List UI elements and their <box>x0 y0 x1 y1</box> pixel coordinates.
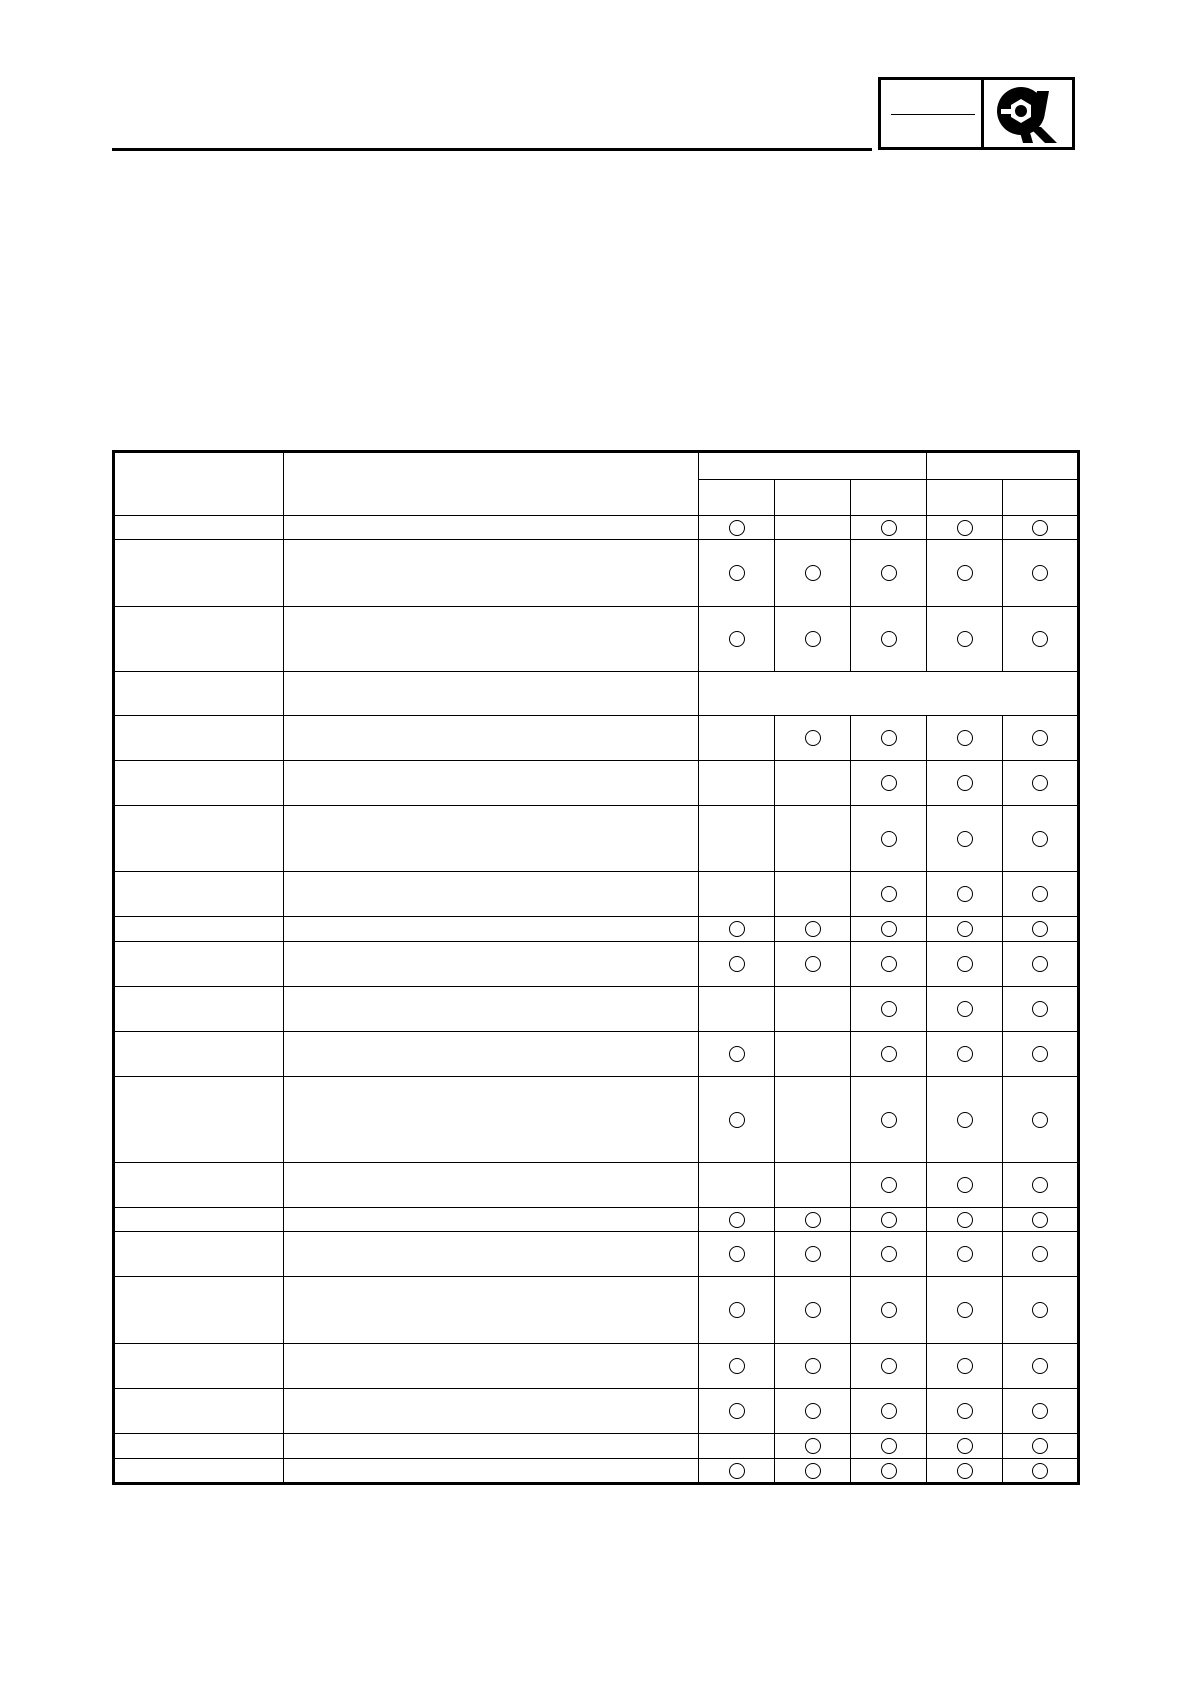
circle-mark-icon <box>805 956 821 972</box>
check-cell <box>284 1434 699 1459</box>
interval-cell <box>775 1077 851 1163</box>
table-row <box>114 1208 1079 1232</box>
interval-cell <box>927 806 1003 872</box>
interval-cell <box>851 1389 927 1434</box>
circle-mark-icon <box>1032 730 1048 746</box>
circle-mark-icon <box>957 631 973 647</box>
circle-mark-icon <box>1032 1112 1048 1128</box>
interval-cell <box>1003 761 1079 806</box>
schedule-body <box>114 516 1079 1484</box>
table-row <box>114 761 1079 806</box>
interval-cell <box>699 761 775 806</box>
item-cell <box>114 872 284 917</box>
interval-cell <box>775 1232 851 1277</box>
table-row <box>114 942 1079 987</box>
circle-mark-icon <box>805 1403 821 1419</box>
table-row <box>114 872 1079 917</box>
check-cell <box>284 607 699 672</box>
table-row <box>114 540 1079 607</box>
interval-cell <box>851 607 927 672</box>
interval-cell <box>699 1434 775 1459</box>
check-cell <box>284 1277 699 1344</box>
interval-cell <box>775 716 851 761</box>
interval-cell <box>699 1032 775 1077</box>
circle-mark-icon <box>1032 520 1048 536</box>
interval-cell <box>927 1344 1003 1389</box>
interval-cell <box>1003 516 1079 540</box>
check-cell <box>284 1163 699 1208</box>
interval-cell <box>1003 872 1079 917</box>
circle-mark-icon <box>957 956 973 972</box>
interval-cell <box>927 1232 1003 1277</box>
circle-mark-icon <box>957 1046 973 1062</box>
circle-mark-icon <box>881 921 897 937</box>
interval-cell <box>699 1163 775 1208</box>
interval-cell <box>775 917 851 942</box>
interval-cell <box>851 716 927 761</box>
interval-cell <box>1003 1434 1079 1459</box>
circle-mark-icon <box>881 1403 897 1419</box>
circle-mark-icon <box>729 1463 745 1479</box>
table-row <box>114 607 1079 672</box>
interval-cell <box>775 1434 851 1459</box>
interval-cell <box>851 987 927 1032</box>
interval-cell <box>699 987 775 1032</box>
interval-cell <box>699 1208 775 1232</box>
circle-mark-icon <box>805 631 821 647</box>
table-row <box>114 1434 1079 1459</box>
interval-cell <box>851 917 927 942</box>
header-group-right <box>927 452 1079 480</box>
circle-mark-icon <box>1032 1246 1048 1262</box>
interval-cell <box>927 917 1003 942</box>
circle-mark-icon <box>957 1463 973 1479</box>
item-cell <box>114 607 284 672</box>
item-cell <box>114 1389 284 1434</box>
interval-cell <box>699 716 775 761</box>
circle-mark-icon <box>957 1001 973 1017</box>
interval-cell <box>699 607 775 672</box>
interval-cell <box>927 1459 1003 1484</box>
table-row <box>114 1277 1079 1344</box>
circle-mark-icon <box>881 831 897 847</box>
item-cell <box>114 540 284 607</box>
check-cell <box>284 987 699 1032</box>
circle-mark-icon <box>957 1358 973 1374</box>
interval-cell <box>851 872 927 917</box>
header-row-top <box>114 452 1079 480</box>
circle-mark-icon <box>881 1246 897 1262</box>
circle-mark-icon <box>1032 775 1048 791</box>
header-sub-2 <box>775 480 851 516</box>
item-cell <box>114 1277 284 1344</box>
circle-mark-icon <box>881 1302 897 1318</box>
item-cell <box>114 1434 284 1459</box>
interval-cell <box>775 1032 851 1077</box>
circle-mark-icon <box>1032 1358 1048 1374</box>
circle-mark-icon <box>881 520 897 536</box>
interval-cell <box>1003 987 1079 1032</box>
item-cell <box>114 672 284 716</box>
circle-mark-icon <box>805 1358 821 1374</box>
circle-mark-icon <box>957 730 973 746</box>
interval-cell <box>699 1344 775 1389</box>
circle-mark-icon <box>1032 1177 1048 1193</box>
interval-cell <box>851 1208 927 1232</box>
circle-mark-icon <box>1032 565 1048 581</box>
interval-cell <box>699 1077 775 1163</box>
circle-mark-icon <box>1032 1302 1048 1318</box>
circle-mark-icon <box>729 921 745 937</box>
check-cell <box>284 1032 699 1077</box>
interval-cell <box>851 1077 927 1163</box>
interval-cell <box>775 1344 851 1389</box>
circle-mark-icon <box>729 956 745 972</box>
circle-mark-icon <box>729 1212 745 1228</box>
check-cell <box>284 806 699 872</box>
maintenance-schedule-table <box>112 450 1080 1485</box>
circle-mark-icon <box>881 565 897 581</box>
circle-mark-icon <box>957 1403 973 1419</box>
circle-mark-icon <box>805 1302 821 1318</box>
interval-cell <box>699 1459 775 1484</box>
circle-mark-icon <box>957 1212 973 1228</box>
circle-mark-icon <box>805 730 821 746</box>
table-row <box>114 672 1079 716</box>
interval-cell <box>927 872 1003 917</box>
item-cell <box>114 1208 284 1232</box>
interval-cell <box>699 872 775 917</box>
circle-mark-icon <box>881 1112 897 1128</box>
circle-mark-icon <box>957 1246 973 1262</box>
check-cell <box>284 672 699 716</box>
circle-mark-icon <box>1032 1438 1048 1454</box>
interval-cell <box>851 1032 927 1077</box>
item-cell <box>114 1344 284 1389</box>
circle-mark-icon <box>1032 831 1048 847</box>
interval-cell <box>927 942 1003 987</box>
circle-mark-icon <box>1032 1463 1048 1479</box>
circle-mark-icon <box>1032 921 1048 937</box>
interval-cell <box>1003 1032 1079 1077</box>
check-cell <box>284 1232 699 1277</box>
header-sub-1 <box>699 480 775 516</box>
interval-cell <box>851 1232 927 1277</box>
table-row <box>114 1032 1079 1077</box>
table-row <box>114 806 1079 872</box>
interval-cell <box>775 1277 851 1344</box>
circle-mark-icon <box>1032 886 1048 902</box>
interval-cell <box>775 516 851 540</box>
table-row <box>114 716 1079 761</box>
interval-cell <box>699 1232 775 1277</box>
item-cell <box>114 1459 284 1484</box>
circle-mark-icon <box>729 631 745 647</box>
circle-mark-icon <box>1032 1212 1048 1228</box>
circle-mark-icon <box>881 1438 897 1454</box>
badge-icon-box <box>984 80 1072 147</box>
interval-cell <box>1003 607 1079 672</box>
interval-cell <box>699 806 775 872</box>
interval-cell <box>927 761 1003 806</box>
interval-cell <box>927 1208 1003 1232</box>
circle-mark-icon <box>1032 631 1048 647</box>
circle-mark-icon <box>957 921 973 937</box>
circle-mark-icon <box>957 1438 973 1454</box>
interval-cell <box>1003 1344 1079 1389</box>
table-row <box>114 1389 1079 1434</box>
check-cell <box>284 761 699 806</box>
table-row <box>114 917 1079 942</box>
circle-mark-icon <box>881 1046 897 1062</box>
check-cell <box>284 1459 699 1484</box>
circle-mark-icon <box>881 631 897 647</box>
interval-cell <box>699 516 775 540</box>
interval-cell <box>1003 942 1079 987</box>
interval-cell <box>1003 1232 1079 1277</box>
interval-cell <box>775 1389 851 1434</box>
circle-mark-icon <box>957 520 973 536</box>
item-cell <box>114 761 284 806</box>
item-cell <box>114 987 284 1032</box>
interval-cell <box>927 1163 1003 1208</box>
check-cell <box>284 917 699 942</box>
table-row <box>114 1232 1079 1277</box>
interval-cell <box>775 942 851 987</box>
header-item <box>114 452 284 516</box>
interval-cell <box>699 540 775 607</box>
circle-mark-icon <box>957 831 973 847</box>
item-cell <box>114 516 284 540</box>
interval-cell <box>851 540 927 607</box>
circle-mark-icon <box>957 565 973 581</box>
item-cell <box>114 942 284 987</box>
interval-cell <box>1003 1277 1079 1344</box>
circle-mark-icon <box>729 565 745 581</box>
interval-cell <box>851 1434 927 1459</box>
interval-cell <box>775 761 851 806</box>
interval-cell <box>1003 716 1079 761</box>
circle-mark-icon <box>805 1212 821 1228</box>
check-cell <box>284 516 699 540</box>
interval-cell <box>927 1077 1003 1163</box>
interval-cell <box>927 607 1003 672</box>
header-rule <box>112 148 872 151</box>
header-checks <box>284 452 699 516</box>
circle-mark-icon <box>881 1463 897 1479</box>
circle-mark-icon <box>957 1177 973 1193</box>
interval-cell <box>927 716 1003 761</box>
interval-cell <box>775 1459 851 1484</box>
interval-cell <box>775 872 851 917</box>
interval-cell <box>699 917 775 942</box>
check-cell <box>284 540 699 607</box>
table-row <box>114 516 1079 540</box>
interval-cell <box>851 1344 927 1389</box>
circle-mark-icon <box>805 1246 821 1262</box>
interval-cell <box>699 942 775 987</box>
interval-cell <box>1003 917 1079 942</box>
interval-cell <box>851 1459 927 1484</box>
interval-cell <box>699 1389 775 1434</box>
circle-mark-icon <box>881 886 897 902</box>
circle-mark-icon <box>957 886 973 902</box>
circle-mark-icon <box>729 1358 745 1374</box>
interval-cell <box>775 1163 851 1208</box>
check-cell <box>284 1077 699 1163</box>
circle-mark-icon <box>729 520 745 536</box>
interval-cell <box>851 942 927 987</box>
interval-cell <box>775 540 851 607</box>
interval-cell <box>851 761 927 806</box>
header-sub-5 <box>1003 480 1079 516</box>
interval-cell <box>851 806 927 872</box>
interval-cell <box>775 806 851 872</box>
interval-cell <box>775 987 851 1032</box>
table-row <box>114 1077 1079 1163</box>
section-badge <box>878 77 1075 150</box>
circle-mark-icon <box>881 1001 897 1017</box>
interval-cell <box>927 1389 1003 1434</box>
table-row <box>114 987 1079 1032</box>
interval-cell <box>927 540 1003 607</box>
badge-inner-rule <box>891 114 975 115</box>
table-row <box>114 1459 1079 1484</box>
check-cell <box>284 1389 699 1434</box>
circle-mark-icon <box>1032 1046 1048 1062</box>
header-group-left <box>699 452 927 480</box>
interval-cell <box>1003 1459 1079 1484</box>
circle-mark-icon <box>729 1302 745 1318</box>
circle-mark-icon <box>729 1112 745 1128</box>
circle-mark-icon <box>881 775 897 791</box>
interval-cell <box>927 516 1003 540</box>
item-cell <box>114 1163 284 1208</box>
circle-mark-icon <box>729 1403 745 1419</box>
table-row <box>114 1163 1079 1208</box>
check-cell <box>284 872 699 917</box>
circle-mark-icon <box>1032 956 1048 972</box>
interval-cell <box>851 1277 927 1344</box>
interval-cell <box>851 1163 927 1208</box>
interval-cell <box>775 1208 851 1232</box>
circle-mark-icon <box>881 1212 897 1228</box>
wrench-nut-icon <box>993 83 1063 145</box>
merged-interval-cell <box>699 672 1079 716</box>
circle-mark-icon <box>881 1358 897 1374</box>
interval-cell <box>1003 1163 1079 1208</box>
interval-cell <box>927 987 1003 1032</box>
circle-mark-icon <box>1032 1403 1048 1419</box>
interval-cell <box>1003 806 1079 872</box>
item-cell <box>114 806 284 872</box>
item-cell <box>114 1032 284 1077</box>
interval-cell <box>927 1277 1003 1344</box>
circle-mark-icon <box>1032 1001 1048 1017</box>
circle-mark-icon <box>957 1112 973 1128</box>
circle-mark-icon <box>881 1177 897 1193</box>
interval-cell <box>1003 1077 1079 1163</box>
interval-cell <box>1003 1208 1079 1232</box>
item-cell <box>114 917 284 942</box>
item-cell <box>114 716 284 761</box>
interval-cell <box>927 1032 1003 1077</box>
circle-mark-icon <box>729 1046 745 1062</box>
interval-cell <box>1003 1389 1079 1434</box>
circle-mark-icon <box>729 1246 745 1262</box>
circle-mark-icon <box>881 956 897 972</box>
circle-mark-icon <box>805 565 821 581</box>
circle-mark-icon <box>805 1438 821 1454</box>
header-sub-3 <box>851 480 927 516</box>
circle-mark-icon <box>881 730 897 746</box>
circle-mark-icon <box>957 775 973 791</box>
interval-cell <box>775 607 851 672</box>
header-sub-4 <box>927 480 1003 516</box>
table-row <box>114 1344 1079 1389</box>
check-cell <box>284 1344 699 1389</box>
item-cell <box>114 1077 284 1163</box>
interval-cell <box>1003 540 1079 607</box>
interval-cell <box>927 1434 1003 1459</box>
circle-mark-icon <box>805 921 821 937</box>
check-cell <box>284 942 699 987</box>
check-cell <box>284 716 699 761</box>
interval-cell <box>699 1277 775 1344</box>
interval-cell <box>851 516 927 540</box>
check-cell <box>284 1208 699 1232</box>
badge-label-box <box>881 80 984 147</box>
circle-mark-icon <box>957 1302 973 1318</box>
circle-mark-icon <box>805 1463 821 1479</box>
item-cell <box>114 1232 284 1277</box>
